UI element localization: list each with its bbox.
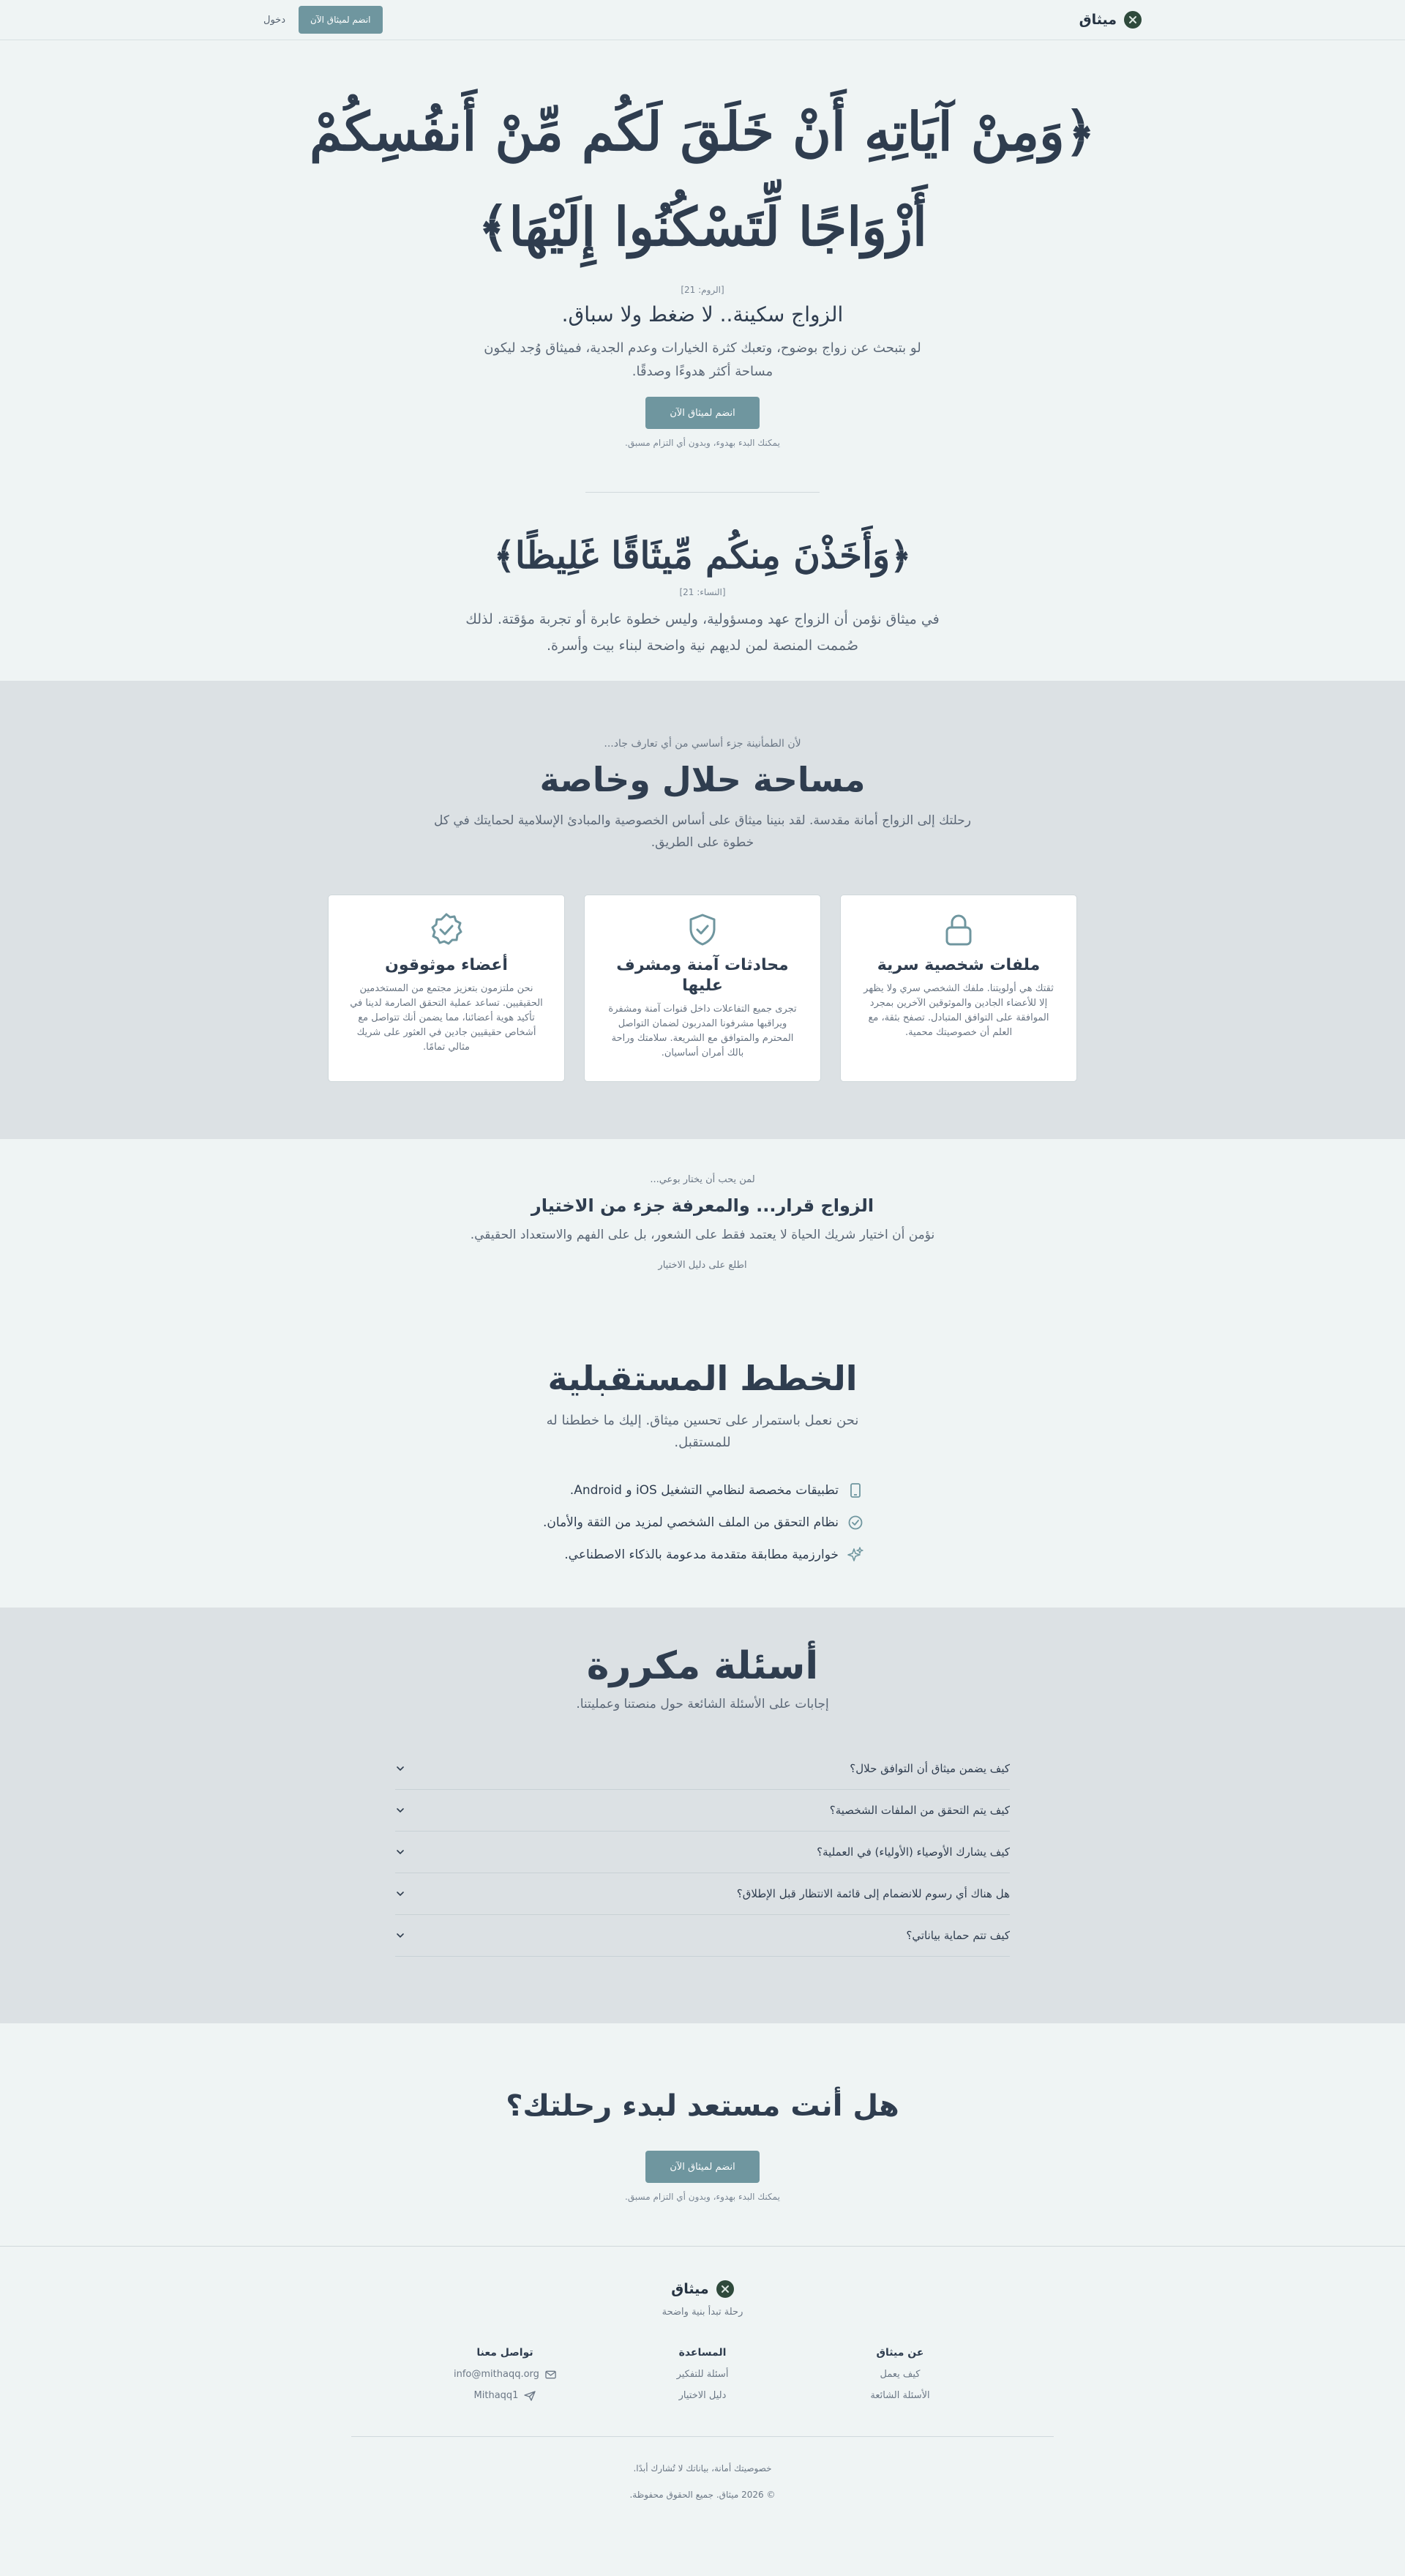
faq-list <box>395 1748 1010 1957</box>
chevron-down-icon <box>395 1763 405 1774</box>
card-title: محادثات آمنة ومشرف عليها <box>616 956 789 995</box>
logo-icon <box>716 2280 734 2298</box>
footer-link[interactable]: كيف يعمل <box>880 2369 921 2380</box>
guide-section <box>0 1139 1405 1359</box>
shield-check-icon <box>602 911 803 948</box>
join-button[interactable]: انضم لميثاق الآن <box>299 6 383 34</box>
feature-card-secure-chat <box>584 895 821 1082</box>
guide-link[interactable]: اطلع على دليل الاختيار <box>658 1260 747 1271</box>
plan-text: نظام التحقق من الملف الشخصي لمزيد من الثقة والأمان. <box>543 1515 839 1530</box>
card-text: نحن ملتزمون بتعزيز مجتمع من المستخدمين الحقيقيين. تساعد عملية التحقق الصارمة لدينا في تأكيد هوية أعضائنا، مما يضمن أنك تتواصل مع أشخاص حقيقيين جادين في العثور على شريك مثالي تمامًا. <box>350 983 543 1053</box>
footer-columns <box>0 2347 1405 2401</box>
future-paragraph: نحن نعمل باستمرار على تحسين ميثاق. إليك ما خططنا له للمستقبل. <box>546 1413 859 1450</box>
final-hint: يمكنك البدء بهدوء، وبدون أي التزام مسبق. <box>625 2192 780 2202</box>
safe-eyebrow: لأن الطمأنينة جزء أساسي من أي تعارف جاد... <box>604 738 801 750</box>
guide-paragraph: نؤمن أن اختيار شريك الحياة لا يعتمد فقط على الشعور، بل على الفهم والاستعداد الحقيقي. <box>470 1228 935 1242</box>
badge-check-icon <box>346 911 547 948</box>
mail-icon <box>545 2370 556 2379</box>
safe-title: مساحة حلال وخاصة <box>539 760 866 799</box>
commitment-paragraph: في ميثاق نؤمن أن الزواج عهد ومسؤولية، وليس خطوة عابرة أو تجربة مؤقتة. لذلك صُممت المنصة لمن لديهم نية واضحة لبناء بيت وأسرة. <box>465 611 940 654</box>
privacy-note: خصوصيتك أمانة، بياناتك لا تُشارك أبدًا. <box>633 2463 772 2474</box>
brand-name: ميثاق <box>1079 12 1117 28</box>
guide-title: الزواج قرار... والمعرفة جزء من الاختيار <box>531 1195 874 1216</box>
footer-brand[interactable] <box>0 2280 1405 2298</box>
feature-card-verified <box>328 895 565 1082</box>
email-text: info@mithaqq.org <box>454 2369 539 2380</box>
lock-icon <box>858 911 1059 948</box>
plan-item <box>542 1507 863 1539</box>
footer-column-help <box>651 2347 754 2401</box>
hero-hint: يمكنك البدء بهدوء، وبدون أي التزام مسبق. <box>625 438 780 448</box>
footer-column-contact <box>454 2347 556 2401</box>
feature-card-confidential <box>840 895 1077 1082</box>
footer-link[interactable]: دليل الاختيار <box>678 2390 727 2401</box>
faq-question: كيف يضمن ميثاق أن التوافق حلال؟ <box>850 1762 1010 1775</box>
column-title: المساعدة <box>678 2347 727 2359</box>
telegram-text: Mithaqq1 <box>473 2390 519 2401</box>
brand[interactable] <box>1079 11 1142 29</box>
verse-reference: [الروم: 21] <box>681 285 724 295</box>
top-nav <box>0 0 1405 40</box>
hero-join-button[interactable]: انضم لميثاق الآن <box>645 397 760 429</box>
final-cta-section <box>0 2023 1405 2246</box>
telegram-link[interactable] <box>454 2390 556 2401</box>
chevron-down-icon <box>395 1930 405 1941</box>
brand-name: ميثاق <box>671 2281 709 2297</box>
hero-section <box>0 40 1405 659</box>
footer-link[interactable]: الأسئلة الشائعة <box>870 2390 930 2401</box>
footer-column-about <box>849 2347 951 2401</box>
hero-subtitle: الزواج سكينة.. لا ضغط ولا سباق. <box>561 302 844 326</box>
footer-tagline: رحلة تبدأ بنية واضحة <box>662 2307 743 2318</box>
column-title: تواصل معنا <box>476 2347 533 2359</box>
plans-list <box>542 1474 863 1571</box>
faq-item[interactable] <box>395 1915 1010 1957</box>
phone-icon <box>847 1482 863 1498</box>
copyright: © 2026 ميثاق. جميع الحقوق محفوظة. <box>629 2490 776 2500</box>
second-verse-reference: [النساء: 21] <box>679 587 726 597</box>
card-text: تجرى جميع التفاعلات داخل قنوات آمنة ومشفرة ويراقبها مشرفونا المدربون لضمان التواصل المحترم والمتوافق مع الشريعة. سلامتك وراحة بالك أمران أساسيان. <box>608 1004 797 1059</box>
hero-paragraph: لو بتبحث عن زواج بوضوح، وتعبك كثرة الخيارات وعدم الجدية، فميثاق وُجد ليكون مساحة أكثر هدوءًا وصدقًا. <box>484 340 921 379</box>
chevron-down-icon <box>395 1847 405 1857</box>
logo-icon <box>1124 11 1142 29</box>
card-title: أعضاء موثوقون <box>385 956 508 974</box>
check-circle-icon <box>847 1515 863 1531</box>
faq-question: كيف يشارك الأوصياء (الأولياء) في العملية؟ <box>817 1845 1010 1859</box>
guide-eyebrow: لمن يحب أن يختار بوعي... <box>650 1174 755 1185</box>
column-title: عن ميثاق <box>876 2347 924 2359</box>
plan-item <box>542 1539 863 1571</box>
card-text: ثقتك هي أولويتنا. ملفك الشخصي سري ولا يظهر إلا للأعضاء الجادين والموثوقين الآخرين بمجرد الموافقة على التوافق المتبادل. تصفح بثقة، مع العلم أن خصوصيتك محمية. <box>863 983 1054 1038</box>
footer-link[interactable]: أسئلة للتفكير <box>676 2369 729 2380</box>
divider <box>585 492 820 493</box>
chevron-down-icon <box>395 1805 405 1815</box>
email-link[interactable] <box>454 2369 556 2380</box>
second-verse: ﴿وَأَخَذْنَ مِنكُم مِّيثَاقًا غَلِيظًا﴾ <box>493 534 912 577</box>
safe-paragraph: رحلتك إلى الزواج أمانة مقدسة. لقد بنينا ميثاق على أساس الخصوصية والمبادئ الإسلامية لحمايتك في كل خطوة على الطريق. <box>434 813 971 850</box>
faq-section <box>0 1608 1405 2023</box>
faq-item[interactable] <box>395 1832 1010 1873</box>
hero-verse: ﴿وَمِنْ آيَاتِهِ أَنْ خَلَقَ لَكُم مِّنْ أَنفُسِكُمْ أَزْوَاجًا لِّتَسْكُنُوا إِلَيْهَا﴾ <box>310 100 1095 258</box>
send-icon <box>524 2391 536 2401</box>
footer <box>0 2246 1405 2542</box>
future-plans-section <box>0 1359 1405 1608</box>
faq-item[interactable] <box>395 1873 1010 1915</box>
nav-actions <box>263 6 383 34</box>
faq-title: أسئلة مكررة <box>586 1644 819 1688</box>
plan-text: خوارزمية مطابقة متقدمة مدعومة بالذكاء الاصطناعي. <box>564 1548 839 1562</box>
final-join-button[interactable]: انضم لميثاق الآن <box>645 2151 760 2183</box>
faq-question: كيف يتم التحقق من الملفات الشخصية؟ <box>829 1804 1010 1817</box>
faq-item[interactable] <box>395 1748 1010 1790</box>
login-link[interactable]: دخول <box>263 14 285 26</box>
plan-text: تطبيقات مخصصة لنظامي التشغيل iOS و Android. <box>569 1483 839 1498</box>
feature-cards <box>0 895 1405 1082</box>
future-title: الخطط المستقبلية <box>547 1359 858 1398</box>
final-title: هل أنت مستعد لبدء رحلتك؟ <box>506 2089 899 2123</box>
faq-question: هل هناك أي رسوم للانضمام إلى قائمة الانتظار قبل الإطلاق؟ <box>736 1887 1010 1900</box>
card-title: ملفات شخصية سرية <box>877 956 1041 974</box>
faq-subtitle: إجابات على الأسئلة الشائعة حول منصتنا وعمليتنا. <box>576 1697 829 1711</box>
sparkles-icon <box>847 1547 863 1563</box>
footer-divider <box>351 2436 1054 2437</box>
plan-item <box>542 1474 863 1507</box>
safe-space-section <box>0 681 1405 1139</box>
chevron-down-icon <box>395 1889 405 1899</box>
faq-question: كيف تتم حماية بياناتي؟ <box>906 1929 1010 1942</box>
faq-item[interactable] <box>395 1790 1010 1832</box>
